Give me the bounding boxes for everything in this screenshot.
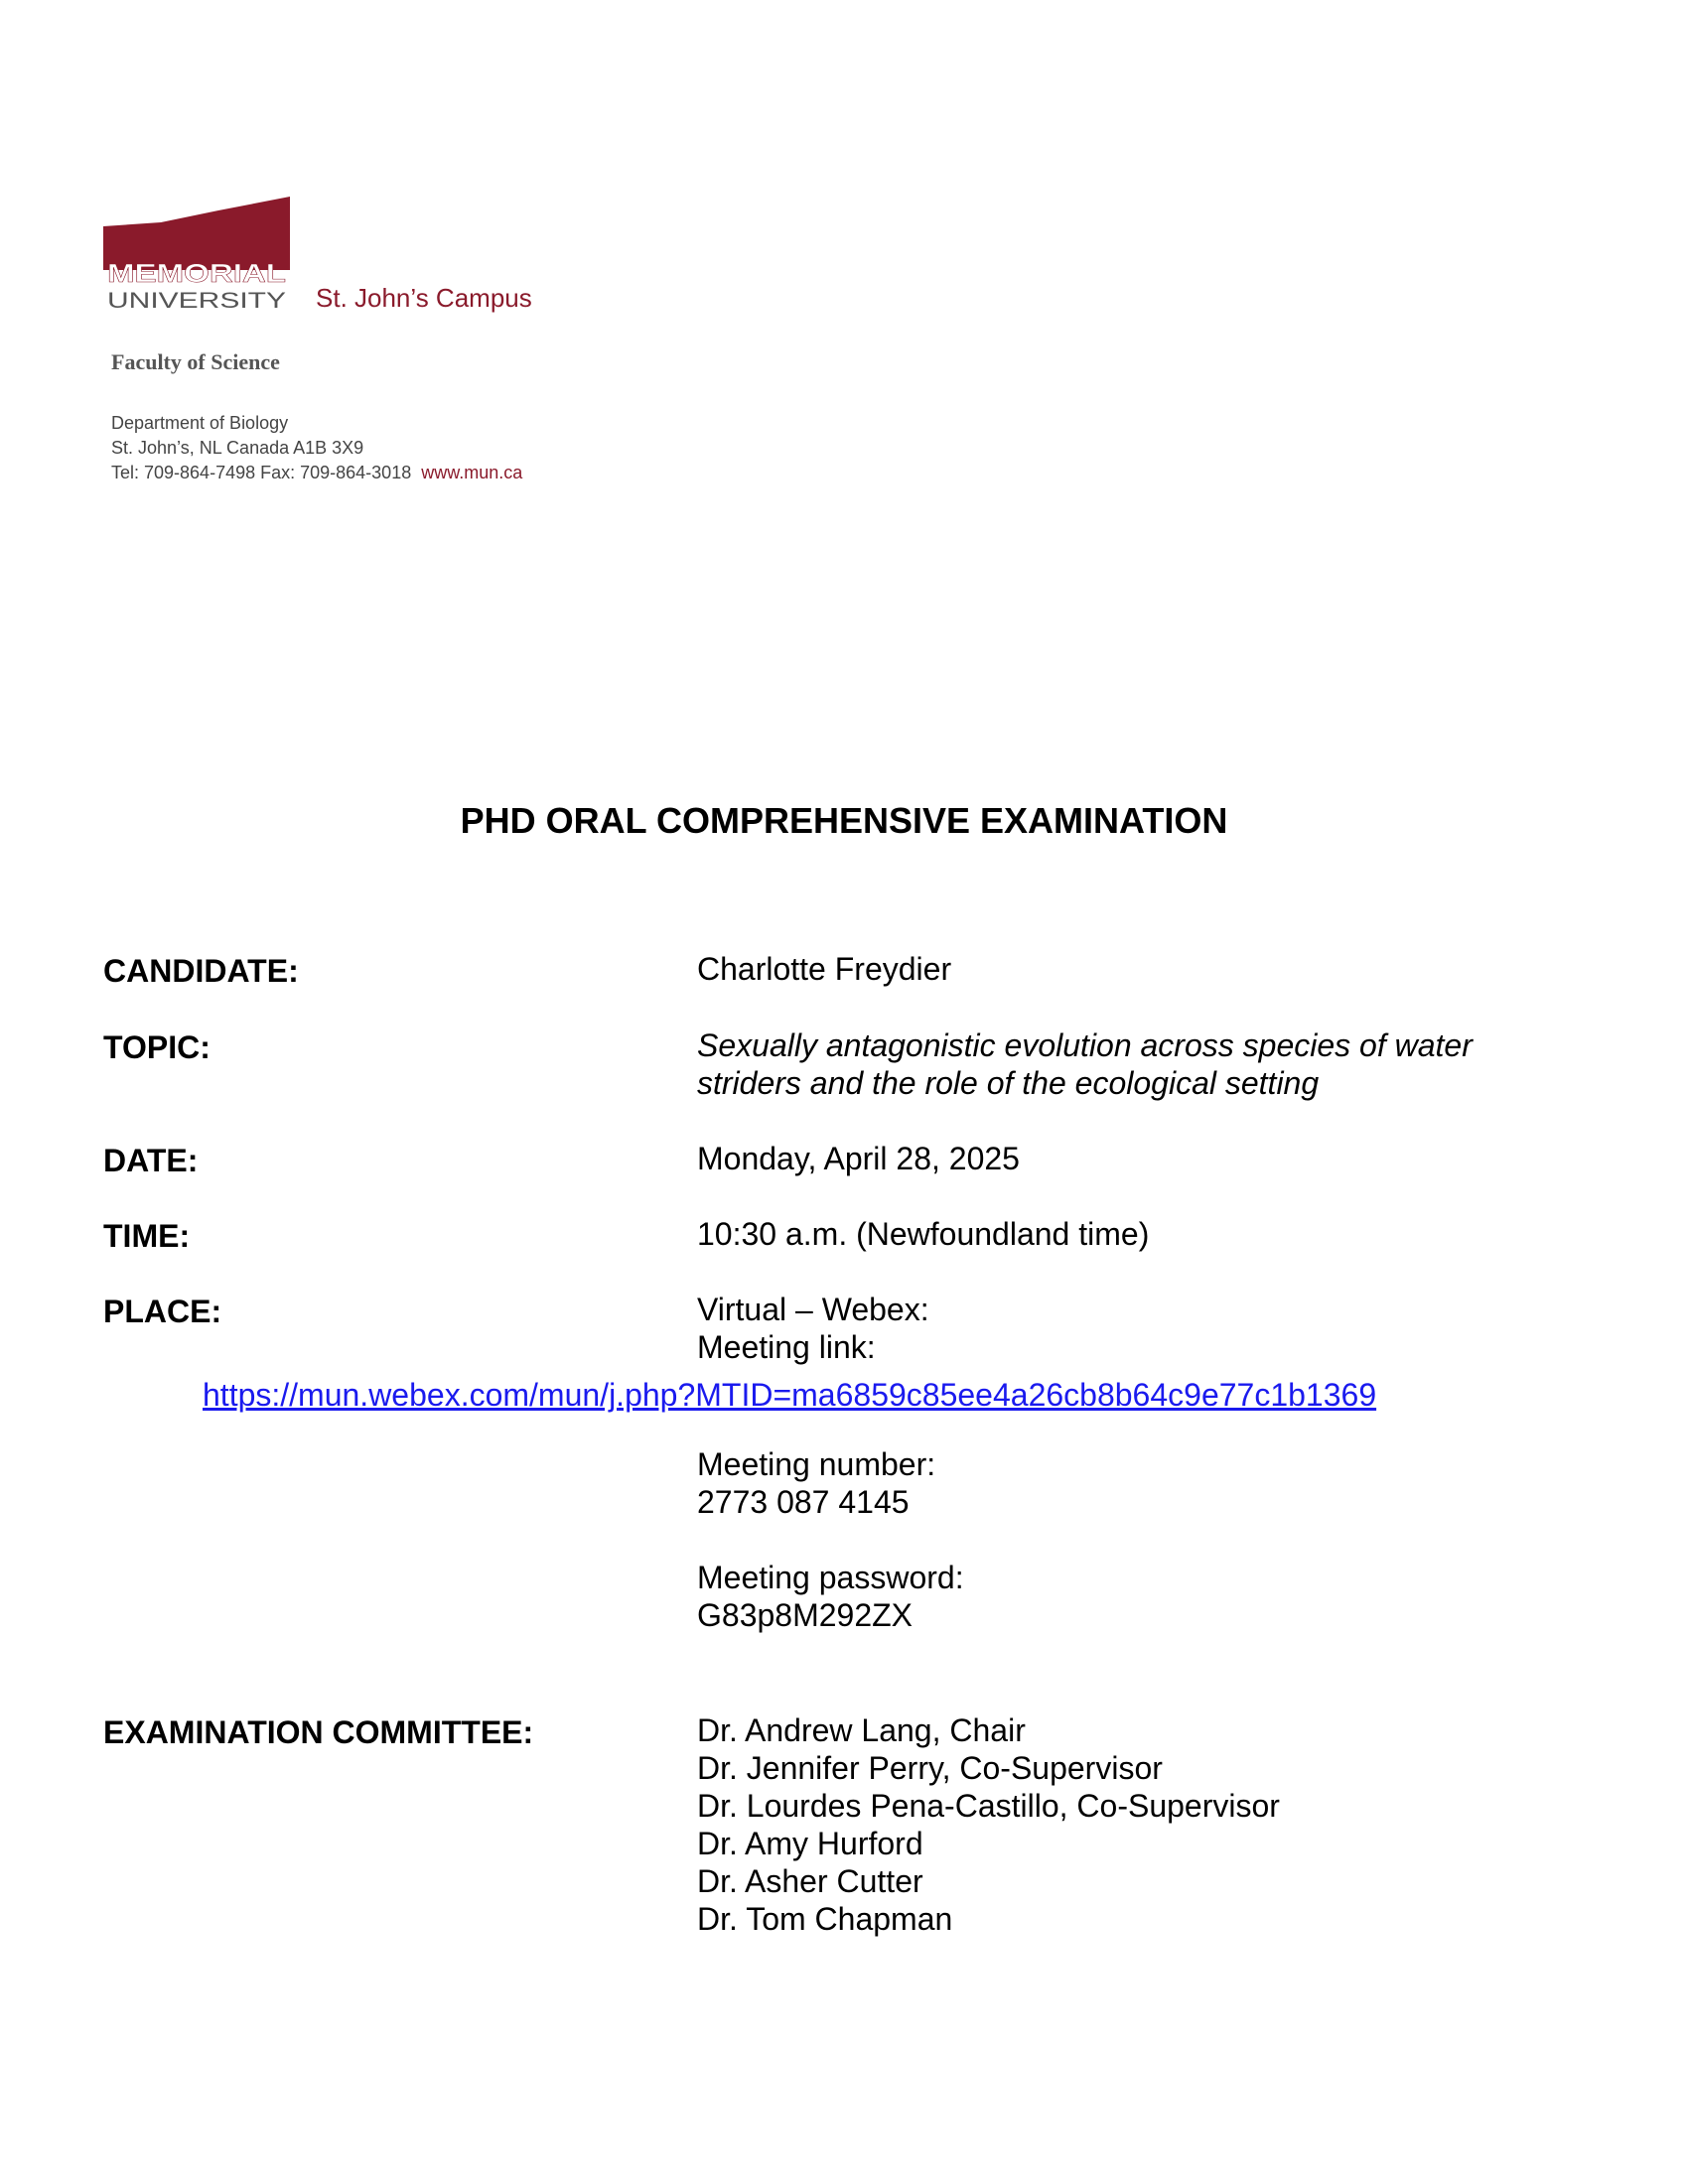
- meeting-link[interactable]: https://mun.webex.com/mun/j.php?MTID=ma6859c85ee4a26cb8b64c9e77c1b1369: [203, 1377, 1377, 1413]
- faculty-name: Faculty of Science: [111, 349, 280, 374]
- campus-name: St. John’s Campus: [316, 283, 532, 313]
- memorial-university-logo: [101, 197, 292, 316]
- meeting-number-label: Meeting number:: [697, 1446, 936, 1482]
- document-title: PHD ORAL COMPREHENSIVE EXAMINATION: [460, 800, 1228, 841]
- topic-label: TOPIC:: [103, 1029, 211, 1065]
- topic-line-1: Sexually antagonistic evolution across species of water: [697, 1027, 1473, 1063]
- meeting-password-label: Meeting password:: [697, 1560, 964, 1595]
- address-line: St. John’s, NL Canada A1B 3X9: [111, 438, 364, 458]
- place-label: PLACE:: [103, 1294, 222, 1329]
- committee-member: Dr. Amy Hurford: [697, 1826, 923, 1861]
- candidate-value: Charlotte Freydier: [697, 951, 952, 987]
- department-name: Department of Biology: [111, 413, 289, 433]
- committee-label: EXAMINATION COMMITTEE:: [103, 1714, 534, 1750]
- website-link[interactable]: www.mun.ca: [421, 463, 523, 482]
- committee-member: Dr. Andrew Lang, Chair: [697, 1712, 1026, 1748]
- topic-line-2: striders and the role of the ecological setting: [697, 1065, 1320, 1101]
- phone-fax: Tel: 709-864-7498 Fax: 709-864-3018: [111, 463, 412, 482]
- date-value: Monday, April 28, 2025: [697, 1141, 1020, 1176]
- meeting-number: 2773 087 4145: [697, 1484, 910, 1520]
- logo-text-memorial: MEMORIAL: [107, 258, 287, 288]
- meeting-password: G83p8M292ZX: [697, 1597, 914, 1633]
- committee-member: Dr. Asher Cutter: [697, 1863, 923, 1899]
- date-label: DATE:: [103, 1143, 199, 1178]
- time-value: 10:30 a.m. (Newfoundland time): [697, 1216, 1150, 1252]
- logo-text-university: UNIVERSITY: [107, 288, 287, 313]
- committee-member: Dr. Lourdes Pena-Castillo, Co-Supervisor: [697, 1788, 1280, 1824]
- contact-line: [111, 463, 522, 483]
- candidate-label: CANDIDATE:: [103, 953, 299, 989]
- committee-member: Dr. Tom Chapman: [697, 1901, 953, 1937]
- place-line-1: Virtual – Webex:: [697, 1292, 929, 1327]
- time-label: TIME:: [103, 1218, 191, 1254]
- place-line-2: Meeting link:: [697, 1329, 876, 1365]
- committee-member: Dr. Jennifer Perry, Co-Supervisor: [697, 1750, 1163, 1786]
